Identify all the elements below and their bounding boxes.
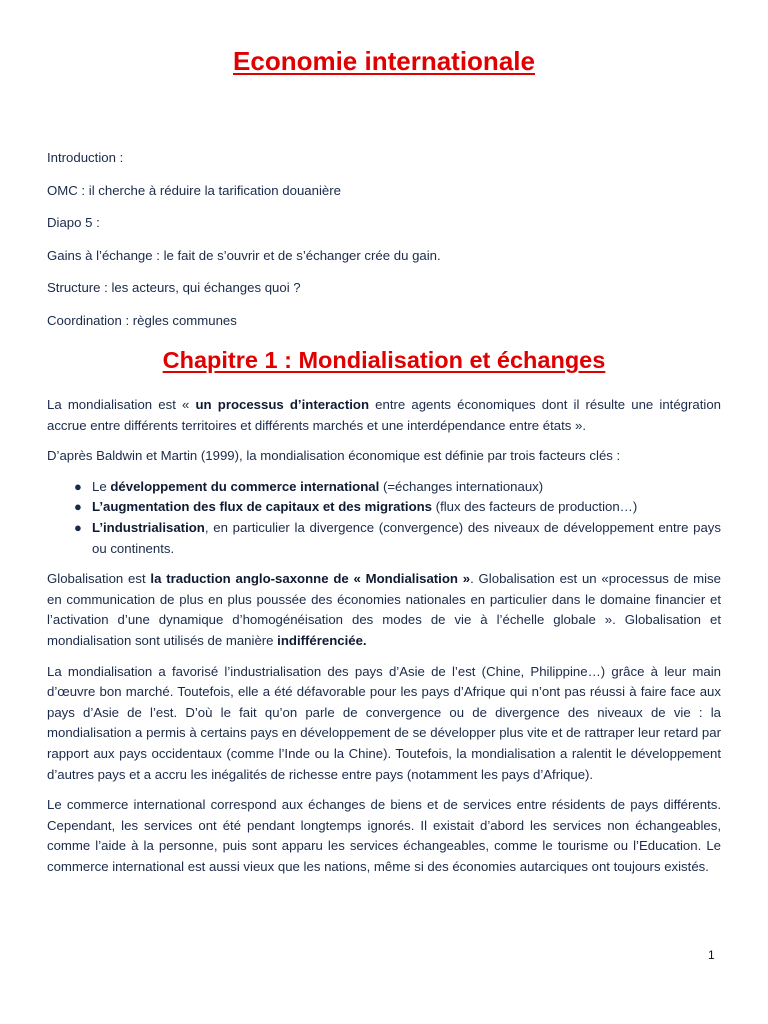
chapter-title: Chapitre 1 : Mondialisation et échanges <box>162 347 606 373</box>
text-span: Le <box>92 478 111 494</box>
text-span: entre agents économiques dont il résulte une intégration accrue entre différents territoires et différents marchés et une interdépendance entre états ». <box>47 397 721 433</box>
text-span: (flux des facteurs de production…) <box>432 499 638 515</box>
bullet-icon: ● <box>74 499 82 515</box>
intro-line: OMC : il cherche à réduire la tarification douanière <box>47 182 341 198</box>
factors-list <box>47 477 721 559</box>
document-title: Economie internationale <box>233 46 535 76</box>
list-item <box>47 497 721 518</box>
paragraph-globalisation <box>47 569 721 651</box>
intro-section <box>47 150 721 345</box>
intro-line: Structure : les acteurs, qui échanges quoi ? <box>47 280 301 295</box>
paragraph-baldwin: D’après Baldwin et Martin (1999), la mondialisation économique est définie par trois facteurs clés : <box>47 448 621 464</box>
bullet-icon: ● <box>74 519 82 535</box>
bold-span: L’augmentation des flux de capitaux et des migrations <box>92 499 433 515</box>
list-item <box>47 518 721 559</box>
bullet-icon: ● <box>74 478 82 494</box>
text-span: La mondialisation est « <box>47 397 196 412</box>
bold-span: un processus d’interaction <box>195 397 370 412</box>
bold-span: développement du commerce international <box>110 478 380 494</box>
intro-line: Coordination : règles communes <box>47 312 237 328</box>
bold-span: L’industrialisation <box>92 519 205 535</box>
page-number: 1 <box>708 948 715 962</box>
intro-line: Diapo 5 : <box>47 215 100 230</box>
paragraph-asia-africa: La mondialisation a favorisé l’industrialisation des pays d’Asie de l’est (Chine, Philippine…) grâce à leur main d’œuvre bon marché. Toutefois, elle a été défavorable pour les pays d’Afrique qui n’ont pas réussi à faire face aux pays d’Asie de l’est. D’où le fait qu’on parle de convergence ou de divergence des niveaux de vie : la mondialisation a permis à certains pays en développement de se développer plus vite et de rattraper leur retard par rapport aux pays occidentaux (comme l’Inde ou la Chine). Toutefois, la mondialisation a ralentit le développement d’autres pays et a accru les inégalités de richesse entre pays (notamment les pays d’Afrique). <box>47 663 721 782</box>
paragraph-definition <box>47 395 721 436</box>
list-item <box>47 477 721 498</box>
chapter-body <box>47 395 721 887</box>
text-span: Globalisation est <box>47 571 151 587</box>
intro-line: Gains à l’échange : le fait de s’ouvrir et de s’échanger crée du gain. <box>47 247 441 263</box>
paragraph-commerce: Le commerce international correspond aux échanges de biens et de services entre résidents de pays différents. Cependant, les services ont été pendant longtemps ignorés. Il existait d’abord les services non échangeables, comme l’aide à la personne, puis sont apparu les services échangeables, comme le tourisme ou l’Education. Le commerce international est aussi vieux que les nations, même si des économies autarciques ont toujours existés. <box>47 797 721 874</box>
text-span: , en particulier la divergence (convergence) des niveaux de développement entre pays ou continents. <box>92 519 721 556</box>
bold-span: la traduction anglo-saxonne de « Mondialisation » <box>150 571 471 587</box>
bold-span: indifférenciée. <box>277 632 367 648</box>
text-span: . Globalisation est un «processus de mise en communication de plus en plus poussée des économies nationales en particulier dans le domaine financier et l’activation d’une dynamique d’homogénéisation des modes de vie à l’échelle globale ». Globalisation et mondialisation sont utilisés de manière <box>47 571 721 648</box>
text-span: (=échanges internationaux) <box>379 478 544 494</box>
intro-line: Introduction : <box>47 150 124 165</box>
